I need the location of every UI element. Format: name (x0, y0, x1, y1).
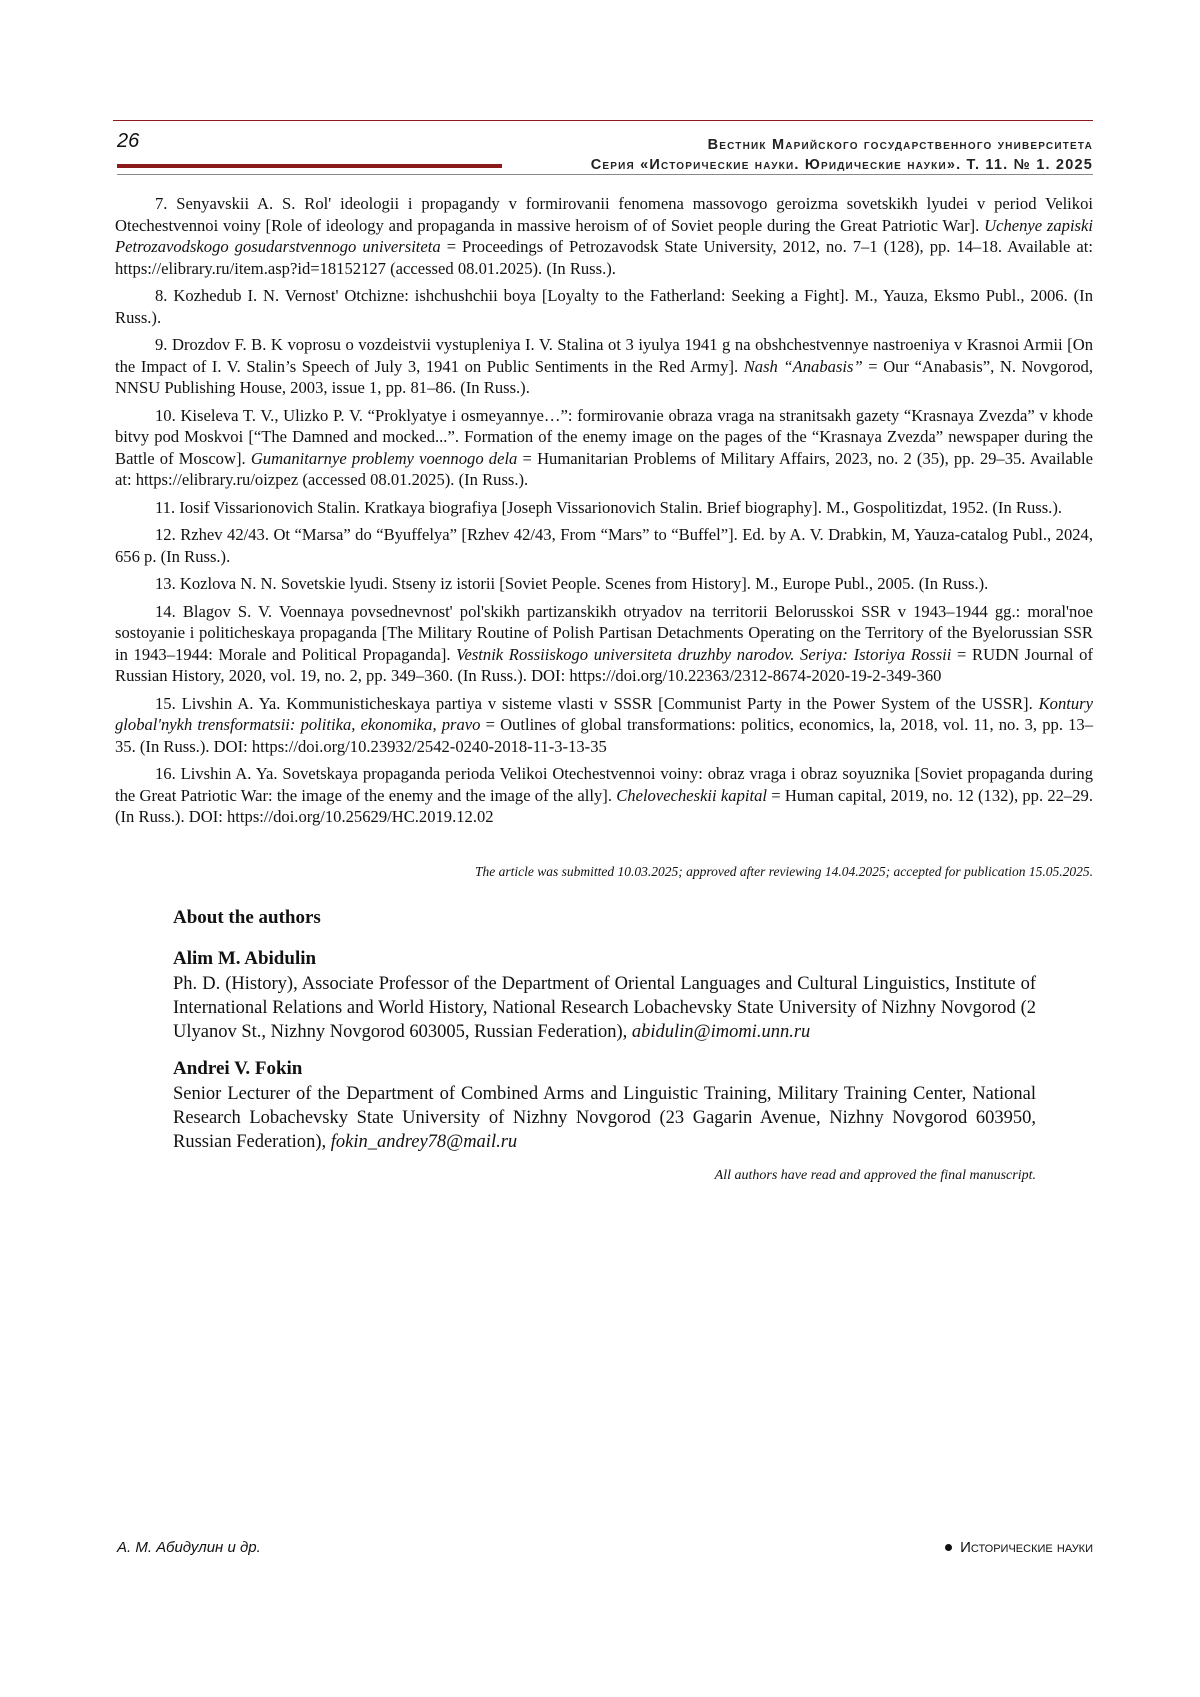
reference-text: 14. Blagov S. V. Voennaya povsednevnost' pol'skikh partizanskikh otryadov na territorii Belorusskoi SSR v 1943–1944 gg.: moral'noe sostoyanie i politicheskaya propaganda [The Military Routine of Polish Partisan Detachments Operating on the Territory of the Byelorussian SSR in 1943–1944: Morale and Political Propaganda]. (115, 601, 1093, 664)
reference-journal: Gumanitarnye problemy voennogo dela (250, 448, 518, 468)
about-authors-section (173, 907, 1036, 1168)
author-name: Alim M. Abidulin (173, 948, 317, 969)
author-bio-text: Senior Lecturer of the Department of Combined Arms and Linguistic Training, Military Training Center, National Research Lobachevsky State University of Nizhny Novgorod (23 Gagarin Avenue, Nizhny Novgorod 603950, Russian Federation), (173, 1084, 1036, 1152)
reference-journal: Kontury global'nykh trensformatsii: politika, ekonomika, pravo (115, 693, 1093, 734)
header-accent-rule (117, 164, 502, 168)
reference-text: 13. Kozlova N. N. Sovetskie lyudi. Stseny iz istorii [Soviet People. Scenes from History]. M., Europe Publ., 2005. (In Russ.). (155, 574, 989, 593)
reference-text: 9. Drozdov F. B. K voprosu o vozdeistvii vystupleniya I. V. Stalina ot 3 iyulya 1941 g na obshchestvennye nastroeniya v Krasnoi Armii [On the Impact of I. V. Stalin’s Speech of July 3, 1941 on Public Sentiments in the Red Army]. (115, 335, 1093, 376)
reference-tail: = Humanitarian Problems of Military Affairs, 2023, no. 2 (35), pp. 29–35. Available at: https://elibrary.ru/oizpez (accessed 08.01.2025). (In Russ.). (115, 448, 1093, 489)
approval-note: All authors have read and approved the final manuscript. (714, 1168, 1036, 1183)
reference-tail: = Human capital, 2019, no. 12 (132), pp. 22–29. (In Russ.). DOI: https://doi.org/10.25629/HC.2019.12.02 (115, 785, 1093, 826)
author-email: abidulin@imomi.unn.ru (631, 1022, 811, 1042)
bullet-icon (945, 1544, 952, 1551)
reference-item (115, 573, 1093, 595)
reference-item (115, 334, 1093, 399)
reference-journal: Vestnik Rossiiskogo universiteta druzhby narodov. Seriya: Istoriya Rossii (456, 644, 952, 664)
reference-item (115, 193, 1093, 279)
reference-item (115, 763, 1093, 828)
header-rule (117, 174, 1093, 175)
reference-text: 12. Rzhev 42/43. Ot “Marsa” do “Byuffelya” [Rzhev 42/43, From “Mars” to “Buffel”]. Ed. by A. V. Drabkin, M, Yauza-catalog Publ., 2024, 656 p. (In Russ.). (115, 525, 1093, 566)
reference-item (115, 693, 1093, 758)
reference-text: 8. Kozhedub I. N. Vernost' Otchizne: ishchushchii boya [Loyalty to the Fatherland: Seeking a Fight]. M., Yauza, Eksmo Publ., 2006. (In Russ.). (115, 286, 1093, 327)
reference-item (115, 285, 1093, 328)
reference-tail: = Outlines of global transformations: politics, economics, la, 2018, vol. 11, no. 3, pp. 13–35. (In Russ.). DOI: https://doi.org/10.23932/2542-0240-2018-11-3-13-35 (115, 715, 1093, 756)
reference-journal: Chelovecheskii kapital (616, 785, 767, 805)
author-bio (173, 972, 1036, 1044)
reference-text: 11. Iosif Vissarionovich Stalin. Kratkaya biografiya [Joseph Vissarionovich Stalin. Brief biography]. M., Gospolitizdat, 1952. (In Russ.). (155, 497, 1062, 517)
footer-section-label: Исторические науки (960, 1539, 1093, 1556)
reference-tail: = Proceedings of Petrozavodsk State University, 2012, no. 7–1 (128), pp. 14–18. Available at: https://elibrary.ru/item.asp?id=18152127 (accessed 08.01.2025). (In Russ.). (115, 237, 1094, 278)
reference-tail: = Our “Anabasis”, N. Novgorod, NNSU Publishing House, 2003, issue 1, pp. 81–86. (In Russ.). (115, 356, 1093, 397)
top-rule (113, 120, 1093, 121)
reference-journal: Uchenye zapiski Petrozavodskogo gosudarstvennogo universiteta (115, 215, 1093, 256)
author-bio (173, 1082, 1036, 1154)
author-name: Andrei V. Fokin (173, 1058, 303, 1079)
reference-tail: = RUDN Journal of Russian History, 2020, vol. 19, no. 2, pp. 349–360. (In Russ.). DOI: https://doi.org/10.22363/2312-8674-2020-19-2-349-360 (115, 644, 1093, 685)
reference-journal: Nash “Anabasis” (743, 356, 863, 376)
submission-note: The article was submitted 10.03.2025; approved after reviewing 14.04.2025; accepted for publication 15.05.2025. (474, 864, 1093, 879)
author-email: fokin_andrey78@mail.ru (330, 1132, 518, 1152)
reference-item (115, 405, 1093, 491)
footer-authors: А. М. Абидулин и др. (117, 1539, 261, 1556)
author-bio-text: Ph. D. (History), Associate Professor of the Department of Oriental Languages and Cultural Linguistics, Institute of International Relations and World History, National Research Lobachevsky State University of Nizhny Novgorod (2 Ulyanov St., Nizhny Novgorod 603005, Russian Federation), (173, 974, 1036, 1042)
reference-text: 10. Kiseleva T. V., Ulizko P. V. “Proklyatye i osmeyannye…”: formirovanie obraza vraga na stranitsakh gazety “Krasnaya Zvezda” v khode bitvy pod Moskvoi [“The Damned and mocked...”. Formation of the enemy image on the pages of the “Krasnaya Zvezda” newspaper during the Battle of Moscow]. (115, 405, 1093, 468)
reference-text: 7. Senyavskii A. S. Rol' ideologii i propagandy v formirovanii fenomena massovogo geroizma sovetskikh lyudei v period Velikoi Otechestvennoi voiny [Role of ideology and propaganda in massive heroism of of Soviet people during the Great Patriotic War]. (115, 194, 1093, 235)
reference-list (115, 193, 1093, 834)
reference-item (115, 497, 1093, 519)
reference-item (115, 524, 1093, 567)
footer-section (945, 1539, 1093, 1556)
journal-series: Серия «Исторические науки. Юридические науки». Т. 11. № 1. 2025 (590, 157, 1093, 173)
reference-item (115, 601, 1093, 687)
reference-text: 15. Livshin A. Ya. Kommunisticheskaya partiya v sisteme vlasti v SSSR [Communist Party in the Power System of the USSR]. (155, 693, 1039, 713)
reference-text: 16. Livshin A. Ya. Sovetskaya propaganda perioda Velikoi Otechestvennoi voiny: obraz vraga i obraz soyuznika [Soviet propaganda during the Great Patriotic War: the image of the enemy and the image of the ally]. (115, 764, 1093, 805)
journal-title: Вестник Марийского государственного университета (707, 137, 1093, 153)
about-authors-heading: About the authors (173, 907, 321, 928)
page-number: 26 (117, 130, 140, 152)
